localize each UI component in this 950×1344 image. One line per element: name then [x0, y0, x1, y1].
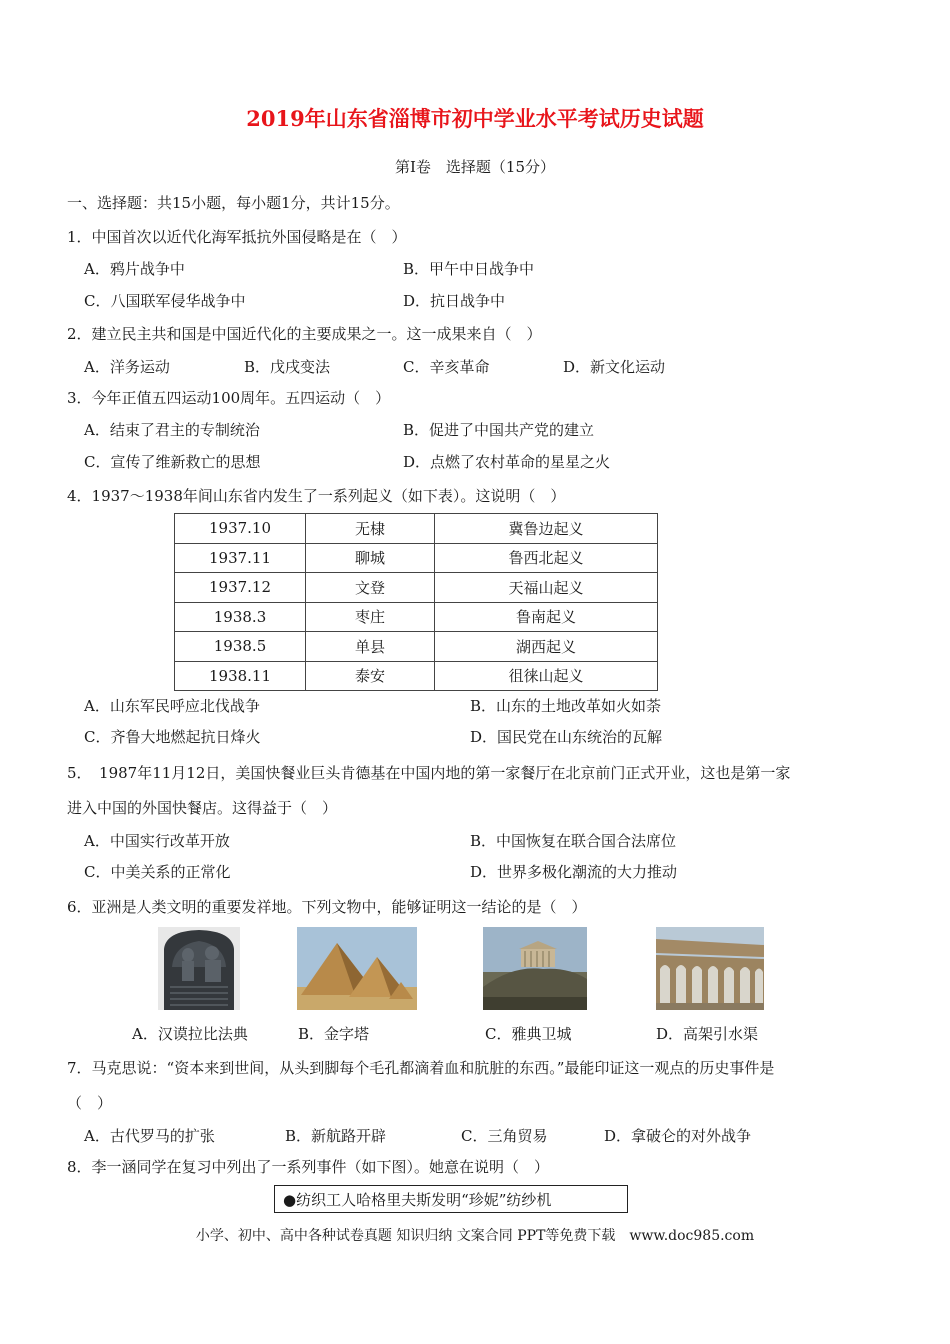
uprisings-table — [174, 513, 658, 691]
event-box: ●纺织工人哈格里夫斯发明“珍妮”纺纱机 — [274, 1185, 628, 1213]
table-cell-event: 湖西起义 — [435, 632, 658, 662]
athens-acropolis-image — [483, 927, 587, 1010]
question-7-stem-line1: 7．马克思说：“资本来到世间，从头到脚每个毛孔都滴着血和肮脏的东西。”最能印证这一观点的历史事件是 — [67, 1059, 775, 1077]
page-footer: 小学、初中、高中各种试卷真题 知识归纳 文案合同 PPT等免费下载 www.doc985.com — [195, 1228, 755, 1244]
question-7-option-c: C．三角贸易 — [461, 1127, 548, 1145]
question-3-option-d: D．点燃了农村革命的星星之火 — [403, 453, 611, 471]
table-row — [175, 632, 658, 662]
question-5-option-c: C．中美关系的正常化 — [84, 863, 231, 881]
question-5-option-a: A．中国实行改革开放 — [84, 832, 230, 850]
table-cell-date: 1937.11 — [175, 543, 306, 573]
table-cell-event: 冀鲁边起义 — [435, 514, 658, 544]
question-1-option-d: D．抗日战争中 — [403, 292, 506, 310]
question-1-option-a: A．鸦片战争中 — [84, 260, 185, 278]
question-6-option-b: B．金字塔 — [298, 1025, 370, 1043]
question-6-option-d: D．高架引水渠 — [656, 1025, 759, 1043]
table-cell-event: 天福山起义 — [435, 573, 658, 603]
part-instructions: 一、选择题：共15小题，每小题1分，共计15分。 — [67, 194, 400, 212]
table-cell-date: 1938.5 — [175, 632, 306, 662]
hammurabi-stele-image — [158, 927, 240, 1010]
table-cell-place: 枣庄 — [306, 602, 435, 632]
question-6-option-c: C．雅典卫城 — [485, 1025, 572, 1043]
table-cell-date: 1938.3 — [175, 602, 306, 632]
question-2-option-c: C．辛亥革命 — [403, 358, 490, 376]
question-1-stem: 1．中国首次以近代化海军抵抗外国侵略是在（ ） — [67, 228, 407, 246]
question-2-option-d: D．新文化运动 — [563, 358, 666, 376]
question-4-option-a: A．山东军民呼应北伐战争 — [84, 697, 260, 715]
table-cell-place: 文登 — [306, 573, 435, 603]
table-cell-place: 单县 — [306, 632, 435, 662]
table-cell-place: 聊城 — [306, 543, 435, 573]
question-6-stem: 6．亚洲是人类文明的重要发祥地。下列文物中，能够证明这一结论的是（ ） — [67, 898, 587, 916]
question-3-option-c: C．宣传了维新救亡的思想 — [84, 453, 261, 471]
question-6-option-a: A．汉谟拉比法典 — [132, 1025, 248, 1043]
table-cell-place: 无棣 — [306, 514, 435, 544]
table-cell-event: 鲁南起义 — [435, 602, 658, 632]
table-cell-date: 1938.11 — [175, 661, 306, 691]
question-3-option-a: A．结束了君主的专制统治 — [84, 421, 260, 439]
question-7-stem-line2: （ ） — [67, 1094, 113, 1112]
table-row — [175, 661, 658, 691]
question-2-stem: 2．建立民主共和国是中国近代化的主要成果之一。这一成果来自（ ） — [67, 325, 542, 343]
table-cell-event: 徂徕山起义 — [435, 661, 658, 691]
table-cell-date: 1937.12 — [175, 573, 306, 603]
table-cell-event: 鲁西北起义 — [435, 543, 658, 573]
exam-title: 2019年山东省淄博市初中学业水平考试历史试题 — [246, 106, 704, 131]
section-heading: 第Ⅰ卷 选择题（15分） — [394, 158, 555, 176]
table-cell-place: 泰安 — [306, 661, 435, 691]
question-4-option-b: B．山东的土地改革如火如荼 — [470, 697, 662, 715]
question-3-stem: 3．今年正值五四运动100周年。五四运动（ ） — [67, 389, 391, 407]
question-3-option-b: B．促进了中国共产党的建立 — [403, 421, 595, 439]
question-2-option-a: A．洋务运动 — [84, 358, 170, 376]
question-5-option-b: B．中国恢复在联合国合法席位 — [470, 832, 677, 850]
pyramids-image — [297, 927, 417, 1010]
table-row — [175, 514, 658, 544]
roman-aqueduct-image — [656, 927, 764, 1010]
question-8-stem: 8．李一涵同学在复习中列出了一系列事件（如下图）。她意在说明（ ） — [67, 1158, 550, 1176]
question-4-stem: 4．1937～1938年间山东省内发生了一系列起义（如下表）。这说明（ ） — [67, 487, 566, 505]
question-5-stem-line2: 进入中国的外国快餐店。这得益于（ ） — [67, 799, 338, 817]
question-2-option-b: B．戊戌变法 — [244, 358, 331, 376]
question-7-option-a: A．古代罗马的扩张 — [84, 1127, 215, 1145]
question-1-option-b: B．甲午中日战争中 — [403, 260, 535, 278]
table-row — [175, 602, 658, 632]
table-cell-date: 1937.10 — [175, 514, 306, 544]
question-4-option-d: D．国民党在山东统治的瓦解 — [470, 728, 663, 746]
question-4-option-c: C．齐鲁大地燃起抗日烽火 — [84, 728, 261, 746]
table-row — [175, 543, 658, 573]
question-7-option-b: B．新航路开辟 — [285, 1127, 387, 1145]
question-5-option-d: D．世界多极化潮流的大力推动 — [470, 863, 678, 881]
question-1-option-c: C．八国联军侵华战争中 — [84, 292, 246, 310]
question-5-stem-line1: 5． 1987年11月12日，美国快餐业巨头肯德基在中国内地的第一家餐厅在北京前门正式开业，这也是第一家 — [67, 764, 791, 782]
question-7-option-d: D．拿破仑的对外战争 — [604, 1127, 752, 1145]
table-row — [175, 573, 658, 603]
